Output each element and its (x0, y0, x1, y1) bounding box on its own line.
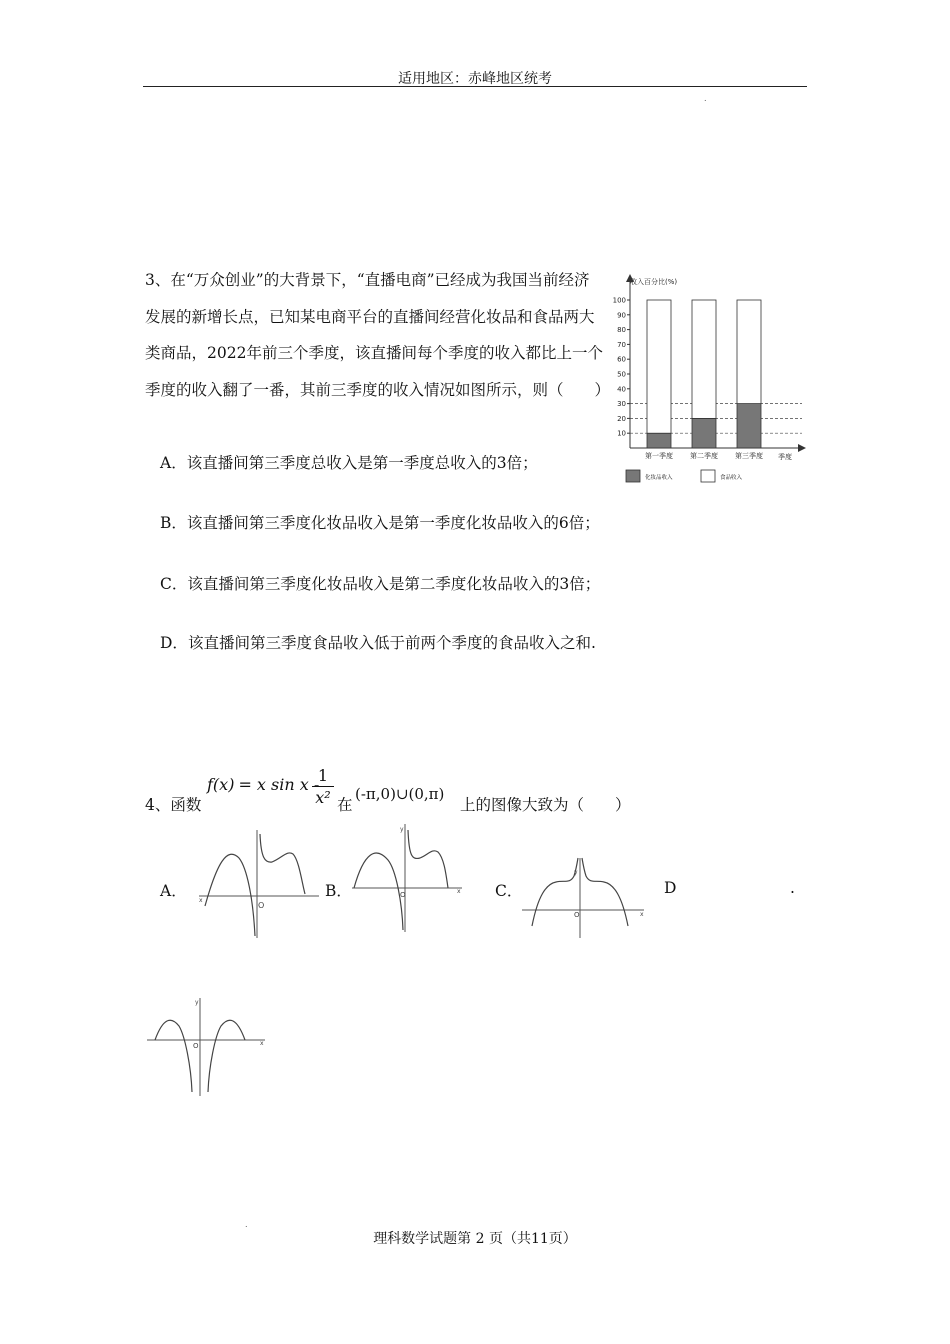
curve-left (354, 853, 403, 930)
q4-option-b: B． (325, 882, 352, 900)
graph-d (145, 996, 270, 1098)
header-dot: . (704, 94, 707, 103)
bar-cosmetics (737, 404, 761, 448)
graph-a (197, 828, 322, 940)
y-tick-label: 30 (617, 400, 626, 409)
curve-right (408, 830, 448, 888)
option-text: 该直播间第三季度总收入是第一季度总收入的3倍； (186, 454, 538, 472)
y-tick-label: 80 (617, 326, 626, 335)
axis-x-label: x (640, 911, 644, 918)
q4-suffix: 上的图像大致为（ ） (460, 796, 631, 814)
q4-end-dot: . (790, 879, 795, 897)
y-tick-label: 50 (617, 370, 626, 379)
formula-num: 1 (317, 766, 329, 785)
bar-food (737, 300, 761, 404)
y-tick-label: 60 (617, 355, 626, 364)
formula-fraction (312, 766, 334, 807)
origin-label: O (400, 891, 406, 899)
option-label: B． (160, 514, 187, 532)
y-tick-label: 20 (617, 414, 626, 423)
legend-swatch (626, 470, 640, 482)
option-text: 该直播间第三季度食品收入低于前两个季度的食品收入之和. (187, 634, 596, 652)
q4-prefix: 4、函数 (145, 796, 202, 814)
chart-x-label: 季度 (778, 453, 792, 461)
q3-option-d (160, 631, 596, 653)
legend-swatch (701, 470, 715, 482)
q3-option-c (160, 572, 600, 594)
formula-eq: = x sin x - (238, 775, 320, 794)
bar-cosmetics (647, 433, 671, 448)
q4-formula (207, 775, 319, 794)
curve-right (582, 858, 628, 926)
axis-y-label: y (195, 999, 199, 1006)
curve-right (260, 834, 305, 894)
bar-food (647, 300, 671, 433)
q4-option-d: D (664, 879, 677, 897)
axis-y-label: y (574, 869, 578, 876)
q4-option-c: C． (495, 882, 523, 900)
y-tick-label: 10 (617, 429, 626, 438)
fraction-bar (312, 786, 334, 787)
q3-bar-chart (610, 266, 810, 486)
category-label: 第一季度 (645, 452, 673, 460)
legend-label: 食品收入 (720, 475, 743, 481)
curve-right (208, 1020, 245, 1092)
axis-x-label: x (457, 888, 461, 895)
formula-den: x² (315, 788, 331, 807)
option-label: C． (160, 575, 188, 593)
curve-left (205, 854, 255, 936)
header-rule (143, 86, 807, 87)
graph-c (520, 856, 648, 940)
q3-option-a (160, 451, 538, 473)
category-label: 第二季度 (690, 452, 718, 460)
y-tick-label: 100 (612, 296, 626, 305)
curve-left (532, 858, 578, 926)
graph-b (350, 822, 465, 934)
origin-label: O (574, 911, 580, 919)
chart-y-label: 收入百分比(%) (630, 278, 678, 286)
y-tick-label: 70 (617, 340, 626, 349)
bar-cosmetics (692, 418, 716, 448)
axis-x-label: x (260, 1040, 264, 1047)
option-text: 该直播间第三季度化妆品收入是第一季度化妆品收入的6倍； (186, 514, 600, 532)
page-footer: 理科数学试题第 2 页（共11页） (373, 1231, 577, 1247)
q4-interval: (-π,0)∪(0,π) (355, 785, 445, 803)
axis-x-label: x (199, 897, 203, 904)
q3-stem: 3、在“万众创业”的大背景下，“直播电商”已经成为我国当前经济发展的新增长点，已知某电商平台的直播间经营化妆品和食品两大类商品，2022年前三个季度，该直播间每个季度的收入都比上一个季度的收入翻了一番，其前三季度的收入情况如图所示，则（ ） (145, 271, 611, 399)
option-label: D． (160, 634, 188, 652)
bar-food (692, 300, 716, 418)
origin-label: O (193, 1042, 199, 1050)
q3-option-b (160, 511, 600, 533)
curve-left (155, 1020, 192, 1092)
axis-y-label: y (400, 826, 404, 833)
y-tick-label: 40 (617, 385, 626, 394)
option-text: 该直播间第三季度化妆品收入是第二季度化妆品收入的3倍； (187, 575, 601, 593)
footer-mark: . (245, 1220, 248, 1229)
q4-option-a: A． (160, 882, 187, 900)
y-tick-label: 90 (617, 311, 626, 320)
origin-label: O (258, 901, 265, 910)
category-label: 第三季度 (735, 452, 763, 460)
option-label: A． (160, 454, 187, 472)
q4-mid: 在 (337, 796, 353, 814)
legend-label: 化妆品收入 (645, 475, 673, 481)
page-header: 适用地区：赤峰地区统考 (398, 71, 552, 87)
formula-f: f(x) (207, 775, 235, 794)
